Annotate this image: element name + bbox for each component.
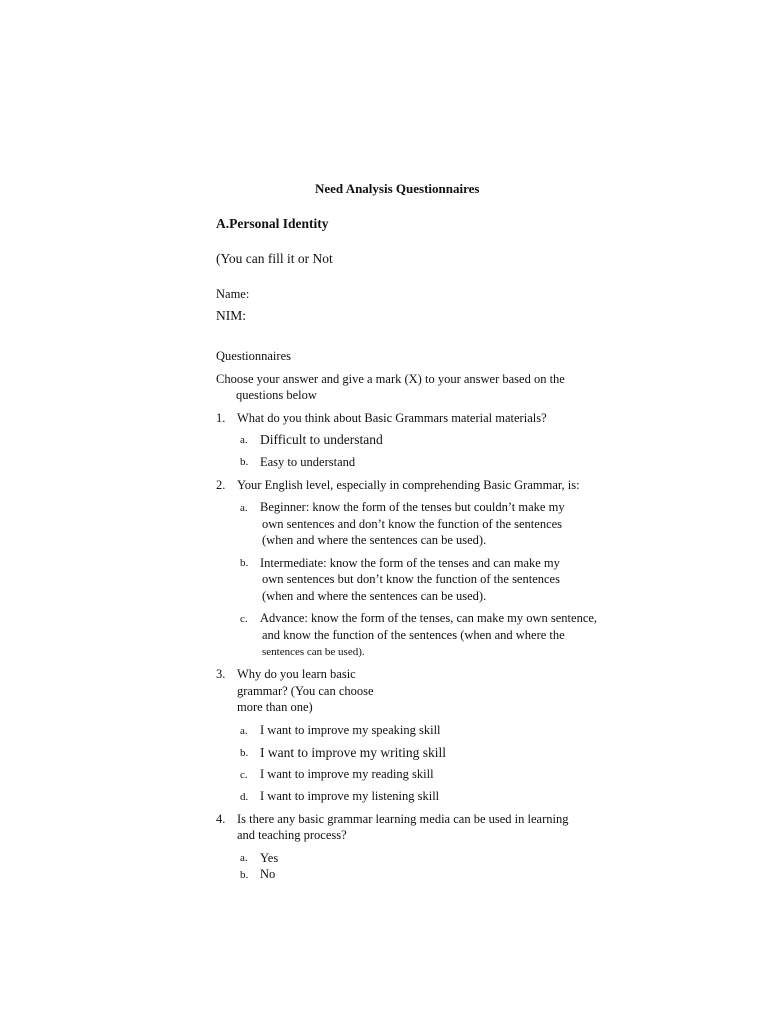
option-text: and know the function of the sentences (when and where the (262, 628, 565, 642)
option-text: (when and where the sentences can be used). (262, 589, 487, 603)
question-text: Is there any basic grammar learning media can be used in learning (237, 812, 569, 826)
question-number: 3. (216, 667, 226, 681)
option-text: own sentences but don’t know the function of the sentences (262, 572, 560, 586)
questionnaire-heading: Questionnaires (216, 349, 291, 363)
option-letter: b. (240, 869, 249, 881)
section-a-heading: A.Personal Identity (216, 216, 329, 231)
option-text: sentences can be used). (262, 646, 365, 658)
option-letter: a. (240, 725, 248, 737)
question-number: 2. (216, 478, 226, 492)
option-text: Intermediate: know the form of the tenses and can make my (260, 556, 560, 570)
option-text: Yes (260, 851, 279, 865)
document-title: Need Analysis Questionnaires (315, 181, 480, 196)
option-letter: b. (240, 557, 249, 569)
option-text: I want to improve my speaking skill (260, 723, 441, 737)
option-text: I want to improve my reading skill (260, 767, 434, 781)
nim-label: NIM: (216, 308, 246, 323)
option-text: Difficult to understand (260, 432, 383, 447)
question-text: grammar? (You can choose (237, 684, 374, 698)
question-text: more than one) (237, 700, 313, 714)
option-letter: b. (240, 456, 249, 468)
option-text: (when and where the sentences can be used). (262, 533, 487, 547)
option-letter: a. (240, 852, 248, 864)
option-text: own sentences and don’t know the function of the sentences (262, 517, 563, 531)
option-letter: c. (240, 613, 248, 625)
option-letter: d. (240, 791, 249, 803)
question-text: Your English level, especially in comprehending Basic Grammar, is: (237, 478, 580, 492)
instruction-line-2: questions below (236, 388, 317, 402)
option-letter: a. (240, 434, 248, 446)
fill-note: (You can fill it or Not (216, 251, 333, 266)
option-text: I want to improve my listening skill (260, 789, 440, 803)
name-label: Name: (216, 287, 250, 301)
question-number: 1. (216, 411, 226, 425)
question-text: What do you think about Basic Grammars material materials? (237, 411, 547, 425)
question-text: and teaching process? (237, 828, 347, 842)
option-text: Advance: know the form of the tenses, can make my own sentence, (260, 611, 598, 625)
option-text: Beginner: know the form of the tenses but couldn’t make my (260, 500, 565, 514)
question-text: Why do you learn basic (237, 667, 356, 681)
option-text: I want to improve my writing skill (260, 745, 446, 760)
option-letter: b. (240, 747, 249, 759)
instruction-line-1: Choose your answer and give a mark (X) to your answer based on the (216, 372, 565, 386)
question-number: 4. (216, 812, 226, 826)
option-letter: a. (240, 502, 248, 514)
option-text: No (260, 867, 276, 881)
option-letter: c. (240, 769, 248, 781)
option-text: Easy to understand (260, 455, 356, 469)
